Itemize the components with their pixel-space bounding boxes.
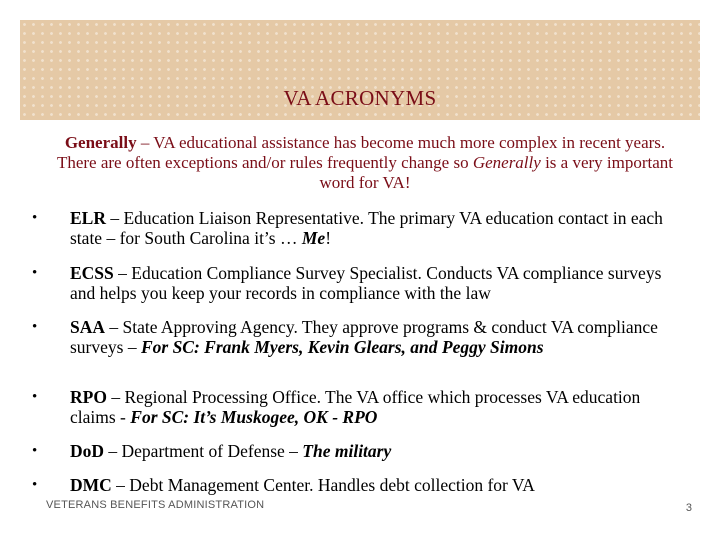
footer-label: VETERANS BENEFITS ADMINISTRATION (46, 499, 265, 511)
acronym: ELR (70, 208, 106, 228)
description: – State Approving Agency. They approve programs & conduct VA compliance surveys – (70, 317, 658, 357)
description: – Debt Management Center. Handles debt collection for VA (111, 475, 535, 495)
page-title: VA ACRONYMS (283, 86, 437, 110)
intro-tail: is a very important word for VA! (319, 153, 674, 192)
intro-paragraph (50, 133, 680, 193)
acronym: DMC (70, 475, 112, 495)
acronym: ECSS (70, 263, 114, 283)
bullet-icon: • (32, 443, 38, 459)
description: – Regional Processing Office. The VA office which processes VA education claims - (70, 387, 641, 427)
page-number: 3 (685, 502, 692, 514)
intro-lead-word: Generally (64, 133, 137, 152)
intro-italic-word: Generally (472, 153, 541, 172)
emphasis: Me (301, 228, 326, 248)
bullet-icon: • (32, 389, 38, 405)
title-banner (20, 20, 700, 120)
acronym: RPO (70, 387, 107, 407)
bullet-icon: • (32, 477, 38, 493)
emphasis: For SC: It’s Muskogee, OK - RPO (130, 407, 378, 427)
tail: ! (325, 228, 332, 248)
bullet-icon: • (32, 319, 38, 335)
acronym: DoD (70, 441, 105, 461)
bullet-icon: • (32, 265, 38, 281)
intro-body: – VA educational assistance has become much more complex in recent years. There are often exceptions and/or rules frequently change so (56, 133, 666, 172)
emphasis: The military (302, 441, 392, 461)
acronym: SAA (70, 317, 106, 337)
description: – Education Compliance Survey Specialist. Conducts VA compliance surveys and helps you keep your records in compliance with the law (70, 263, 662, 303)
bullet-icon: • (32, 210, 38, 226)
description: – Department of Defense – (104, 441, 303, 461)
emphasis: For SC: Frank Myers, Kevin Glears, and Peggy Simons (140, 337, 544, 357)
description: – Education Liaison Representative. The primary VA education contact in each state – for South Carolina it’s … (70, 208, 663, 248)
